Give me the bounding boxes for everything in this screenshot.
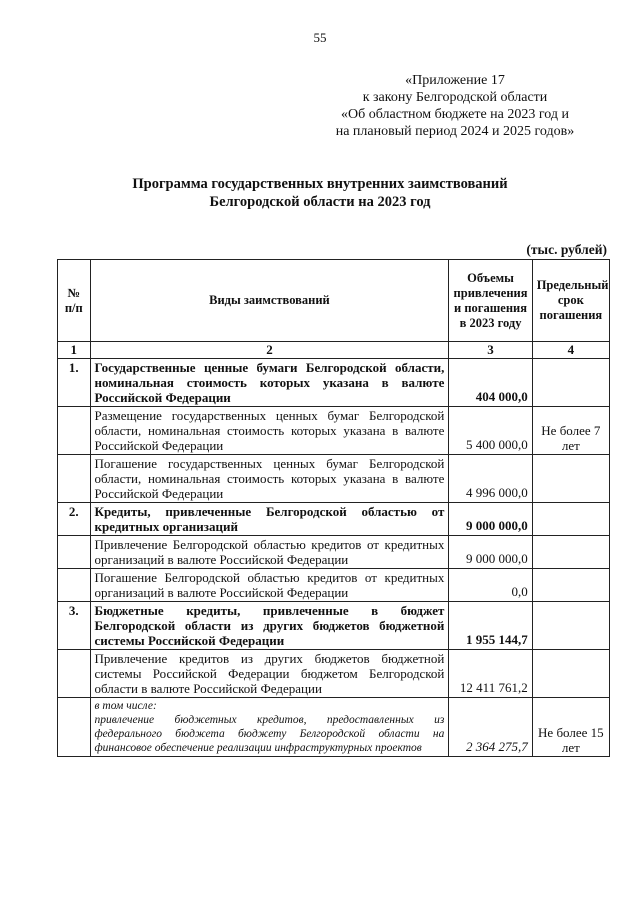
title-line-2: Белгородской области на 2023 год	[209, 194, 431, 210]
row-num	[58, 650, 91, 698]
row-num: 2.	[58, 503, 91, 536]
row-num	[58, 407, 91, 455]
column-index: 2	[90, 342, 449, 359]
row-volume: 2 364 275,7	[449, 698, 532, 757]
row-term	[532, 569, 609, 602]
row-text-italic	[90, 698, 449, 757]
table-row	[58, 503, 610, 536]
row-term	[532, 650, 609, 698]
table-row	[58, 455, 610, 503]
row-term: Не более 15 лет	[532, 698, 609, 757]
row-volume: 0,0	[449, 569, 532, 602]
row-term	[532, 602, 609, 650]
row-volume: 404 000,0	[449, 359, 532, 407]
row-num: 1.	[58, 359, 91, 407]
row-term	[532, 536, 609, 569]
row-volume: 5 400 000,0	[449, 407, 532, 455]
table-row	[58, 602, 610, 650]
header-type: Виды заимствований	[90, 260, 449, 342]
row-volume: 1 955 144,7	[449, 602, 532, 650]
column-index-row	[58, 342, 610, 359]
title-line-1: Программа государственных внутренних заимствований	[132, 176, 508, 192]
header-num: № п/п	[58, 260, 91, 342]
table-row	[58, 569, 610, 602]
row-term	[532, 455, 609, 503]
row-volume: 12 411 761,2	[449, 650, 532, 698]
table-row	[58, 359, 610, 407]
borrowing-program-table	[57, 259, 610, 757]
column-index: 3	[449, 342, 532, 359]
appendix-line-2: к закону Белгородской области	[362, 90, 548, 105]
document-title	[0, 175, 640, 211]
row-text: Бюджетные кредиты, привлеченные в бюджет Белгородской области из других бюджетов бюджетной системы Российской Федерации	[90, 602, 449, 650]
row-num	[58, 455, 91, 503]
row-num	[58, 698, 91, 757]
row-text: Размещение государственных ценных бумаг Белгородской области, номинальная стоимость которых указана в валюте Российской Федерации	[90, 407, 449, 455]
row-term	[532, 359, 609, 407]
table-row	[58, 407, 610, 455]
row-text: Привлечение кредитов из других бюджетов бюджетной системы Российской Федерации бюджетом Белгородской области в валюте Российской Федерации	[90, 650, 449, 698]
units-label: (тыс. рублей)	[526, 242, 607, 257]
appendix-line-1: «Приложение 17	[405, 73, 505, 88]
row-text: Погашение государственных ценных бумаг Белгородской области, номинальная стоимость которых указана в валюте Российской Федерации	[90, 455, 449, 503]
row-text-lead: в том числе:	[94, 700, 157, 712]
header-term: Предельный срок погашения	[532, 260, 609, 342]
column-index: 4	[532, 342, 609, 359]
table-row	[58, 650, 610, 698]
row-text: Погашение Белгородской областью кредитов от кредитных организаций в валюте Российской Федерации	[90, 569, 449, 602]
header-volume: Объемы привлечения и погашения в 2023 году	[449, 260, 532, 342]
page-number: 55	[313, 30, 327, 45]
row-text: Государственные ценные бумаги Белгородской области, номинальная стоимость которых указана в валюте Российской Федерации	[90, 359, 449, 407]
row-text: Кредиты, привлеченные Белгородской областью от кредитных организаций	[90, 503, 449, 536]
row-text: Привлечение Белгородской областью кредитов от кредитных организаций в валюте Российской Федерации	[90, 536, 449, 569]
row-num: 3.	[58, 602, 91, 650]
row-term	[532, 503, 609, 536]
row-volume: 4 996 000,0	[449, 455, 532, 503]
row-num	[58, 536, 91, 569]
row-text: привлечение бюджетных кредитов, предоставленных из федерального бюджета бюджету Белгородской области на финансовое обеспечение реализации инфраструктурных проектов	[94, 714, 445, 754]
table-header-row	[58, 260, 610, 342]
row-volume: 9 000 000,0	[449, 503, 532, 536]
row-num	[58, 569, 91, 602]
row-volume: 9 000 000,0	[449, 536, 532, 569]
column-index: 1	[58, 342, 91, 359]
appendix-line-4: на плановый период 2024 и 2025 годов»	[335, 124, 575, 139]
table-row	[58, 536, 610, 569]
appendix-header	[300, 72, 610, 140]
table-row	[58, 698, 610, 757]
row-term: Не более 7 лет	[532, 407, 609, 455]
appendix-line-3: «Об областном бюджете на 2023 год и	[341, 107, 569, 122]
